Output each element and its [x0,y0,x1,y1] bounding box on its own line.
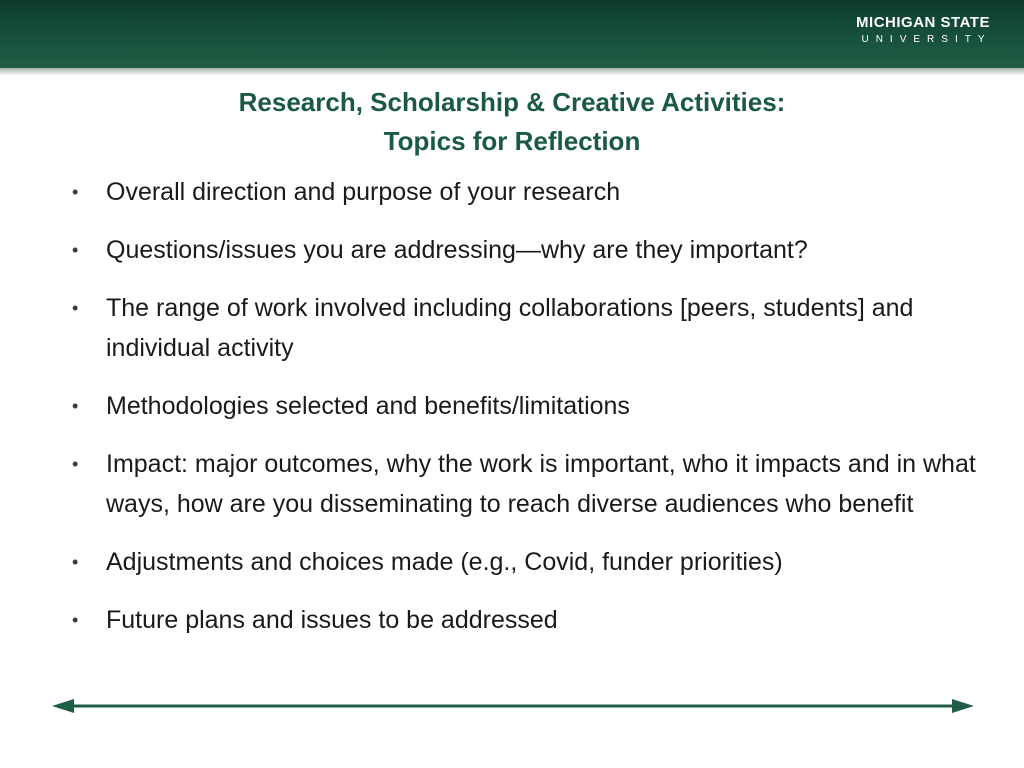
slide-title-line-2: Topics for Reflection [383,126,641,156]
bullet-icon: • [72,454,79,474]
bullet-text: Impact: major outcomes, why the work is important, who it impacts and in what ways, how are you disseminating to reach diverse audiences who benefit [106,450,976,518]
bullet-text: Adjustments and choices made (e.g., Covid, funder priorities) [106,548,783,576]
bullet-item [70,230,990,270]
bullet-text: Methodologies selected and benefits/limitations [106,392,630,420]
header-bar [0,0,1024,68]
bullet-item [70,288,990,368]
bullet-item [70,386,990,426]
logo-line-1: MICHIGAN STATE [856,14,990,31]
slide-title [0,83,1024,161]
bullet-item [70,444,990,524]
header-shadow [0,68,1024,76]
slide-title-line-1: Research, Scholarship & Creative Activities: [238,87,786,117]
bullet-icon: • [72,298,79,318]
bullet-icon: • [72,610,79,630]
bullet-text: Questions/issues you are addressing—why are they important? [106,236,808,264]
double-arrow-line-icon [52,696,974,716]
bullet-icon: • [72,396,79,416]
bullet-text: Overall direction and purpose of your research [106,178,621,206]
bullet-icon: • [72,552,79,572]
bullet-item [70,172,990,212]
bullet-text: Future plans and issues to be addressed [106,606,558,634]
bullet-text: The range of work involved including collaborations [peers, students] and individual activity [106,294,914,362]
bullet-icon: • [72,240,79,260]
bullet-list [70,172,990,658]
bullet-icon: • [72,182,79,202]
bullet-item [70,542,990,582]
bullet-item [70,600,990,640]
logo-line-2: UNIVERSITY [861,34,992,45]
university-logo [856,14,990,46]
